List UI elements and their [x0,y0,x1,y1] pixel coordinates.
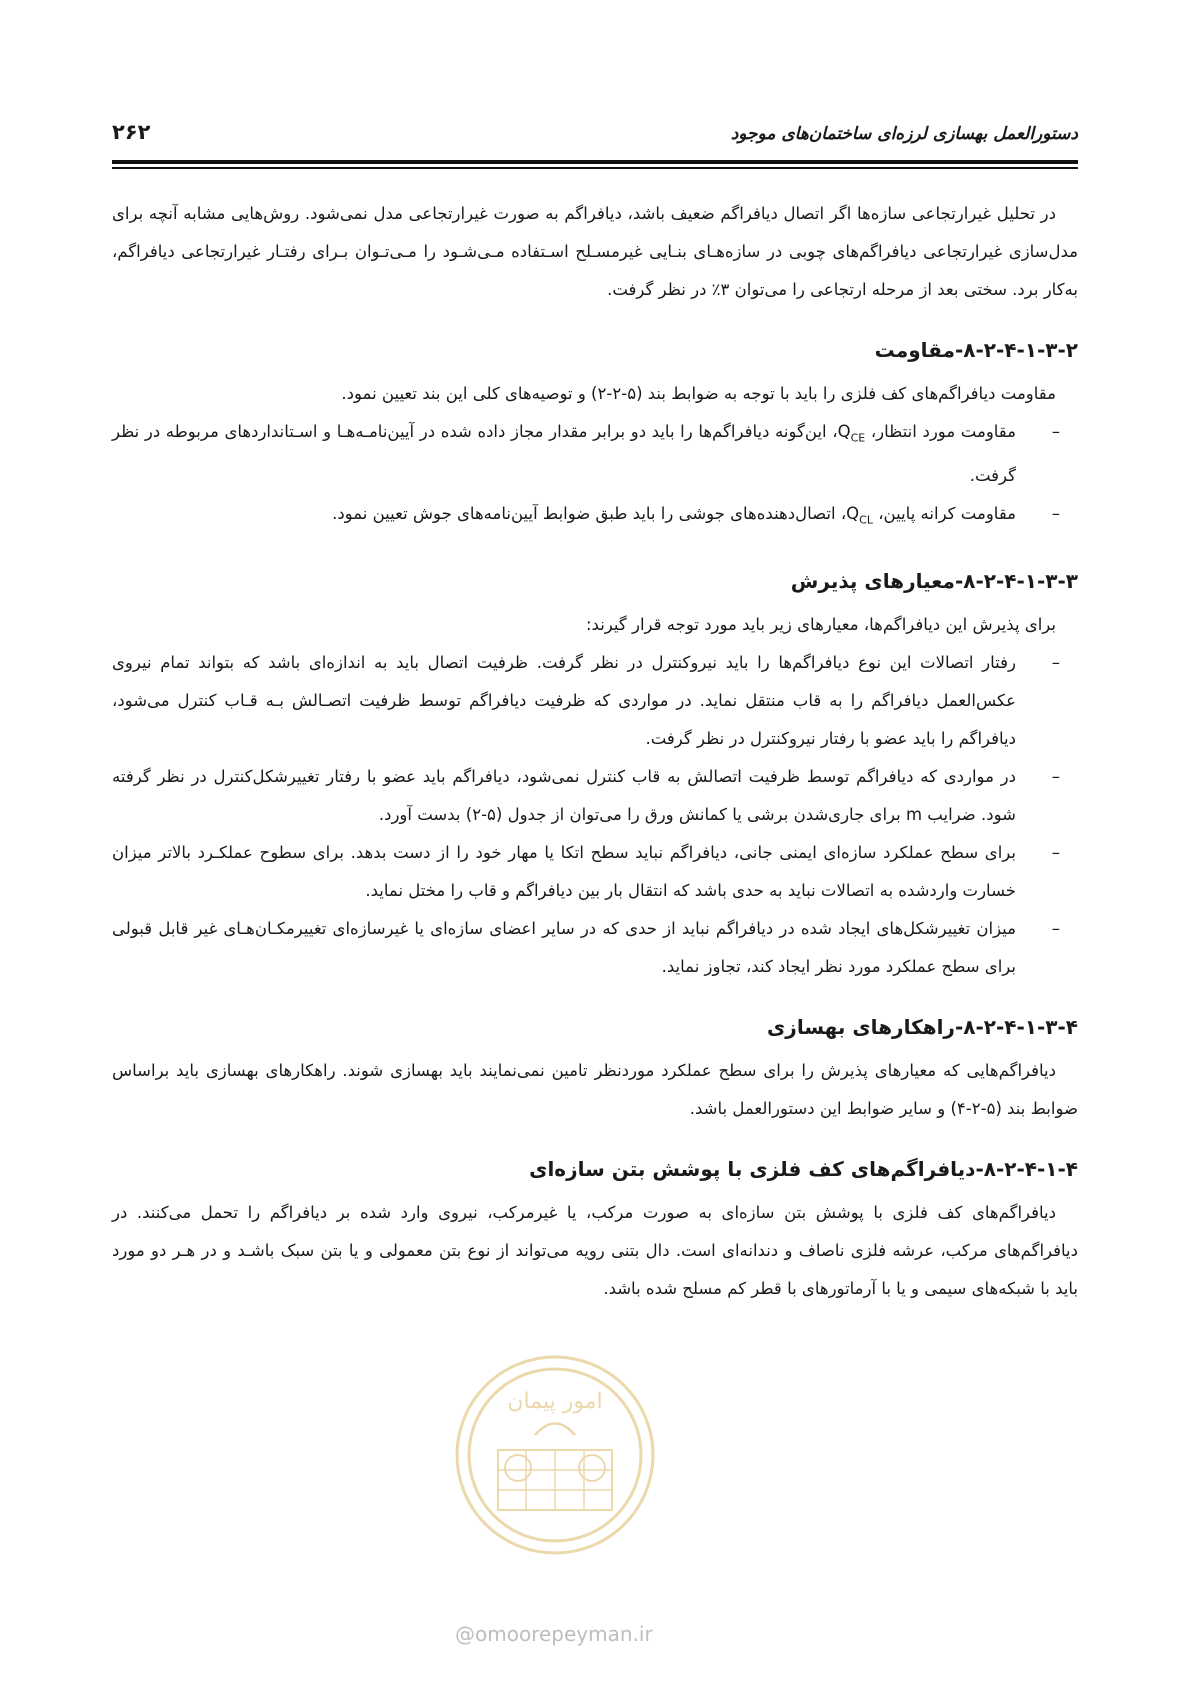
dash-bullet: – [1051,918,1060,938]
svg-text:امور پیمان: امور پیمان [507,1389,603,1414]
dash-bullet: – [1051,652,1060,672]
retrofit-paragraph: دیافراگم‌هایی که معیارهای پذیرش را برای سطح عملکرد موردنظر تامین نمی‌نمایند باید بهسازی شوند. راهکارهای بهسازی باید براساس ضوابط بند (۵-۲-۴) و سایر ضوابط این دستورالعمل باشد. [112,1060,1078,1118]
symbol-q-cl: $Q_{CL}$ [846,504,873,527]
symbol-q-ce: $Q_{CE}$ [837,422,866,445]
list-item: – مقاومت کرانه پایین، $Q_{CL}،$ اتصال‌دهنده‌های جوشی را باید طبق ضوابط آیین‌نامه‌های جوش تعیین نمود. [112,495,1078,539]
section-heading-retrofit: ۸-۲-۴-۱-۳-۴-راهکارهای بهسازی [766,1014,1078,1039]
strength-paragraph: مقاومت دیافراگم‌های کف فلزی را باید با توجه به ضوابط بند (۵-۲-۲) و توصیه‌های کلی این بند تعیین نمود. [341,384,1056,403]
header-rule-thin [112,167,1078,169]
list-item: – مقاومت مورد انتظار، $Q_{CE}،$ این‌گونه دیافراگم‌ها را باید دو برابر مقدار مجاز داده شده در آیین‌نامـه‌هـا و اسـتانداردهای مربوطه در نظر گرفت. [112,413,1078,495]
dash-bullet: – [1051,842,1060,862]
list-item: – میزان تغییرشکل‌های ایجاد شده در دیافراگم نباید از حدی که در سایر اعضای سازه‌ای یا غیرسازه‌ای تغییرمکـان‌هـای غیر قابل قبولی برای سطح عملکرد مورد نظر ایجاد کند، تجاوز نماید. [112,910,1078,986]
list-item: – در مواردی که دیافراگم توسط ظرفیت اتصالش به قاب کنترل نمی‌شود، دیافراگم باید عضو با رفتار تغییرشکل‌کنترل در نظر گرفته شود. ضرایب m برای جاری‌شدن برشی یا کمانش ورق را می‌توان از جدول (۵-۲) بدست آورد. [112,758,1078,834]
page-number: ۲۶۲ [112,120,151,144]
section-heading-composite-deck: ۸-۲-۴-۱-۴-دیافراگم‌های کف فلزی با پوشش بتن سازه‌ای [529,1156,1078,1181]
section-heading-strength: ۸-۲-۴-۱-۳-۲-مقاومت [874,338,1078,362]
strength-list [112,413,1078,540]
intro-paragraph: در تحلیل غیرارتجاعی سازه‌ها اگر اتصال دیافراگم ضعیف باشد، دیافراگم به صورت غیرارتجاعی مدل نمی‌شود. روش‌هایی مشابه آنچه برای مدل‌سازی غیرارتجاعی دیافراگم‌های چوبی در سازه‌هـای بنـایی غیرمسـلح اسـتفاده مـی‌شـود را مـی‌تـوان بـرای رفتـار غیرارتجاعی دیافراگم، به‌کار برد. سختی بعد از مرحله ارتجاعی را می‌توان ۳٪ در نظر گرفت. [112,204,1078,299]
composite-deck-paragraph: دیافراگم‌های کف فلزی با پوشش بتن سازه‌ای به صورت مرکب، یا غیرمرکب، نیروی وارد شده بر دیافراگم را تحمل می‌کنند. در دیافراگم‌های مرکب، عرشه فلزی ناصاف و دندانه‌ای است. دال بتنی رویه می‌تواند از نوع بتن معمولی و یا بتن سبک باشـد و در هـر دو مورد باید با شبکه‌های سیمی و یا با آرماتورهای با قطر کم مسلح شده باشد. [112,1202,1078,1298]
acceptance-list [112,644,1078,986]
acceptance-paragraph: برای پذیرش این دیافراگم‌ها، معیارهای زیر باید مورد توجه قرار گیرند: [586,614,1056,634]
dash-bullet: – [1051,766,1060,786]
watermark-seal-icon [450,1350,660,1570]
page-header [112,120,1078,150]
header-rule-thick [112,160,1078,164]
section-heading-acceptance: ۸-۲-۴-۱-۳-۳-معیارهای پذیرش [790,568,1078,593]
page-body [112,195,1078,1308]
running-title: دستورالعمل بهسازی لرزه‌ای ساختمان‌های موجود [730,124,1078,144]
list-item: – برای سطح عملکرد سازه‌ای ایمنی جانی، دیافراگم نباید سطح اتکا یا مهار خود را از دست بدهد. برای سطوح عملکـرد بالاتر میزان خسارت واردشده به اتصالات نباید به حدی باشد که انتقال بار بین دیافراگم و قاب را مختل نماید. [112,834,1078,910]
list-item: – رفتار اتصالات این نوع دیافراگم‌ها را باید نیروکنترل در نظر گرفت. ظرفیت اتصال باید به اندازه‌ای باشد که بتواند تمام نیروی عکس‌العمل دیافراگم را به قاب منتقل نماید. در مواردی که ظرفیت دیافراگم توسط ظرفیت اتصـالش بـه قـاب کنترل می‌شود، دیافراگم را باید عضو با رفتار نیروکنترل در نظر گرفت. [112,644,1078,758]
watermark-site: @omoorepeyman.ir [455,1622,653,1646]
dash-bullet: – [1051,504,1060,524]
dash-bullet: – [1051,422,1060,441]
